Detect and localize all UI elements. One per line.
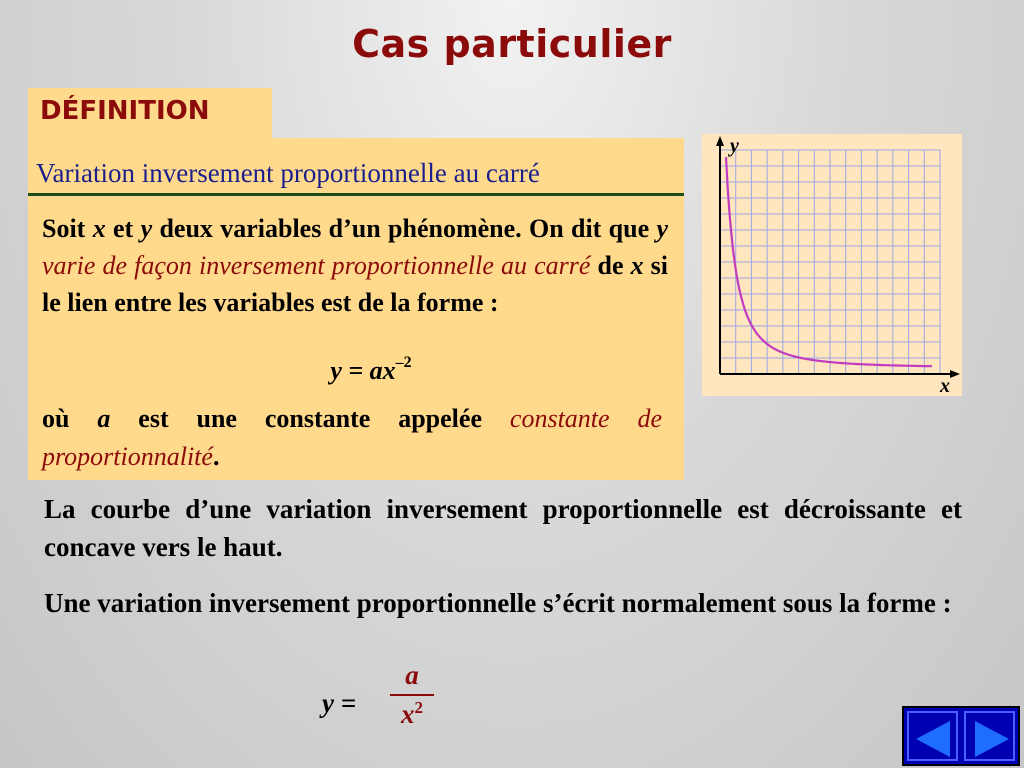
fraction-denominator-var: x (401, 699, 415, 729)
definition-note (42, 400, 662, 476)
x-axis-arrow (950, 370, 960, 378)
text-run: si le lien entre les variables est de la forme : (42, 251, 669, 317)
next-slide-button[interactable] (964, 711, 1015, 761)
variable-a: a (97, 404, 111, 433)
fraction-lhs-text: y = (322, 688, 357, 718)
previous-slide-button[interactable] (907, 711, 958, 761)
left-triangle-icon (916, 721, 950, 757)
graph-svg (702, 134, 962, 396)
fraction-formula (388, 660, 436, 730)
variable-x: x (630, 251, 644, 280)
definition-tab (28, 88, 272, 138)
definition-tab-label: DÉFINITION (40, 96, 210, 126)
y-axis-arrow (716, 136, 724, 146)
definition-divider (28, 193, 684, 196)
page-title: Cas particulier (352, 22, 672, 66)
text-run: où (42, 404, 98, 433)
inverse-square-graph (702, 134, 962, 396)
emphasis-term: constante de proportionnalité (42, 404, 663, 471)
definition-formula (28, 356, 684, 386)
emphasis-term: varie de façon inversement proportionnelle au carré (42, 251, 591, 280)
definition-box (28, 138, 684, 480)
fraction-denominator (388, 696, 436, 730)
definition-subtitle: Variation inversement proportionnelle au carré (36, 158, 540, 188)
paragraph-usual-form: Une variation inversement proportionnelle s’écrit normalement sous la forme : (44, 588, 952, 618)
variable-y: y (656, 214, 669, 243)
definition-paragraph (42, 210, 668, 321)
text-run: . (212, 442, 220, 471)
fraction-numerator: a (405, 660, 419, 690)
right-triangle-icon (975, 721, 1009, 757)
text-run: Soit (42, 214, 93, 243)
text-run: est une constante appelée (110, 404, 510, 433)
y-axis-label: y (730, 135, 739, 157)
text-run: deux variables d’un phénomène. On dit que (152, 214, 657, 243)
fraction-denominator-exp: 2 (414, 698, 423, 717)
text-run: de (590, 251, 631, 280)
variable-x: x (92, 214, 106, 243)
formula-text: y = ax (330, 356, 396, 385)
fraction-lhs (322, 688, 356, 719)
x-axis-label: x (940, 375, 950, 396)
formula-exponent: –2 (395, 354, 412, 372)
text-run: et (105, 214, 141, 243)
paragraph-curve-shape: La courbe d’une variation inversement proportionnelle est décroissante et concave vers le haut. (44, 494, 962, 562)
slide-navigation (902, 706, 1020, 766)
variable-y: y (140, 214, 153, 243)
